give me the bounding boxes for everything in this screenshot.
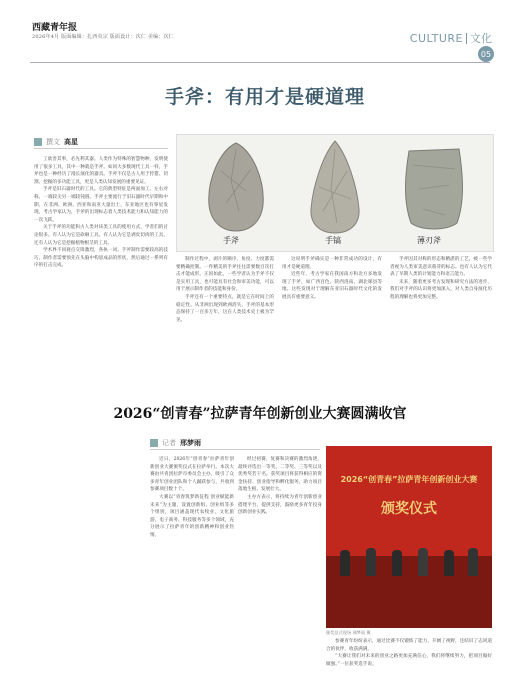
- byline-label: 记者: [162, 439, 176, 447]
- paragraph: 近日，2026年“创青春”拉萨青年创新创业大赛颁奖仪式在拉萨举行。本次大赛由共青团拉萨市委员会主办，吸引了众多青年创业团队和个人踊跃参与，共收到参赛项目数十个。: [150, 457, 234, 493]
- paragraph: 近些年，考古学家在我国南方和北方多地发现了手斧，如广西百色、陕西洛南、湖北郧县等地。这些发现对于理解东亚旧石器时代文化的发展具有重要意义。: [282, 272, 382, 300]
- byline-rule: [150, 449, 320, 450]
- square-tag-icon: [150, 439, 158, 447]
- article1-column-4: [390, 256, 492, 392]
- banner-title: 2026“创青春”拉萨青年创新创业大赛: [340, 475, 478, 484]
- photo-caption: 颁奖仪式现场 邢梦雨 摄: [326, 630, 371, 635]
- person-figure: [418, 548, 428, 576]
- paragraph: 工欲善其事，必先利其器。人类作为特殊的智慧物种，发明使用了很多工具，其中一种就是手斧。如同大多数现代工具一样，手斧也是一种经历了漫长演化的器具。手斧不仅是古人用于狩猎、切割、挖掘的多功能工具，更是人类认知发展的重要见证。: [34, 157, 168, 185]
- paragraph: 制作过程中，剥片的顺序、角度、力度都需要精确控制。一件精美的手斧往往需要数百次打击才能成形。正因如此，一些学者认为手斧不仅是实用工具，也可能具有社会和审美功能，可以用于展示制作者的技能和身份。: [176, 257, 274, 293]
- masthead: 西藏青年报: [32, 23, 78, 33]
- paragraph: 主办方表示，将持续为青年创新创业搭建平台、提供支持，鼓励更多青年投身创新创业实践。: [238, 494, 322, 516]
- article2-column-1: [150, 456, 234, 656]
- paragraph: 未来，随着更多考古发现和研究方法的进步，我们对手斧的认识将更加深入，对人类自身演化历程的理解也将更加完整。: [390, 279, 492, 300]
- paragraph: 手斧因其对称的形态和精湛的工艺，被一些学者视为人类审美意识萌芽的标志。也有人认为它代表了早期人类的计划能力和语言能力。: [390, 257, 492, 278]
- article1-byline: [34, 137, 78, 147]
- page-number-badge: [478, 46, 494, 62]
- section-zh: 文化: [470, 32, 492, 45]
- hand-axe-image: [201, 141, 271, 233]
- byline-rule: [34, 148, 168, 149]
- paragraph: 关于手斧的功能和古人类对该类工具的使用方式，学者们的讨论很多。有人认为它是砍砸工具，有人认为它是剥皮切肉的工具，还有人认为它是挖掘植物根茎的工具。: [34, 225, 168, 246]
- header-rule: [30, 62, 490, 63]
- byline-author: 邢梦雨: [180, 439, 201, 447]
- person-figure: [444, 550, 454, 576]
- paragraph: 经过初赛、复赛和决赛的激烈角逐，最终评选出一等奖、二等奖、三等奖以及优秀奖若干名。获奖项目将获得相应的资金扶持、创业指导和孵化服务，助力项目落地生根、发展壮大。: [238, 457, 322, 493]
- paragraph: 手斧还有一个重要特点，就是它在时间上的稳定性。从非洲出现到欧洲消失，手斧的基本形态保持了一百多万年，这在人类技术史上极为罕见。: [176, 294, 274, 323]
- person-figure: [366, 548, 376, 576]
- hand-axe-photo: [176, 134, 494, 252]
- paragraph: 手斧是旧石器时代的工具。它的典型特征是两面加工、左右对称、一端较尖另一端较钝圆。手斧主要流行于旧石器时代早期和中期，在非洲、欧洲、西亚和南亚大量出土，东亚地区也有零星发现。考古学家认为，手斧的出现标志着人类技术能力和认知能力的一次飞跃。: [34, 187, 168, 223]
- article2-byline: [150, 438, 201, 448]
- section-en: CULTURE: [409, 31, 463, 45]
- paragraph: 学术界不同观点交锋激烈，各执一词。手斧制作需要较高的技巧，制作者需要预先在头脑中构思成品的形状，然后通过一系列有序的打击完成。: [34, 248, 168, 269]
- page-number: 05: [480, 49, 492, 59]
- award-ceremony-photo: [326, 446, 492, 628]
- square-tag-icon: [34, 138, 42, 146]
- person-figure: [340, 550, 350, 576]
- paragraph: 这说明手斧确实是一种非常成功的设计，有用才是硬道理。: [282, 257, 382, 270]
- article2-column-3: [326, 638, 492, 678]
- article2-headline: 2026“创青春”拉萨青年创新创业大赛圆满收官: [113, 406, 407, 422]
- byline-label: 撰文: [46, 138, 60, 146]
- banner-subtitle: 颁奖仪式: [381, 501, 437, 517]
- caption-cleaver: 薄刃斧: [417, 236, 441, 245]
- hand-pick-image: [303, 139, 367, 235]
- person-figure: [392, 550, 402, 576]
- article2-column-2: [238, 456, 322, 656]
- article1-headline: 手斧：有用才是硬道理: [164, 86, 365, 108]
- cleaver-image: [399, 145, 469, 231]
- paragraph: 大赛以“青春筑梦新征程 创业赋能新未来”为主题，设置创新组、创业组等多个组别，项目涵盖现代农牧业、文化旅游、电子商务、科技服务等多个领域，充分展示了拉萨青年的创新精神和创业热情。: [150, 494, 234, 538]
- issue-line: 2026年4月 版面编辑：扎西央宗 版面设计：次仁 美编：次仁: [32, 34, 174, 40]
- section-label: [410, 30, 492, 46]
- paragraph: 参赛青年纷纷表示，通过比赛不仅锻炼了能力、开阔了视野，还结识了志同道合的伙伴，收获满满。: [326, 639, 492, 652]
- article1-column-1: [34, 156, 168, 392]
- article1-column-3: [282, 256, 382, 392]
- section-divider: [466, 33, 467, 44]
- caption-hand-pick: 手镐: [325, 236, 341, 245]
- caption-hand-axe: 手斧: [223, 236, 239, 245]
- byline-author: 高星: [64, 138, 78, 146]
- article1-column-2: [176, 256, 274, 392]
- paragraph: “大赛让我们对未来的创业之路更加充满信心，我们将继续努力，把项目做好做强。”一位获奖选手说。: [326, 654, 492, 667]
- person-figure: [468, 548, 478, 576]
